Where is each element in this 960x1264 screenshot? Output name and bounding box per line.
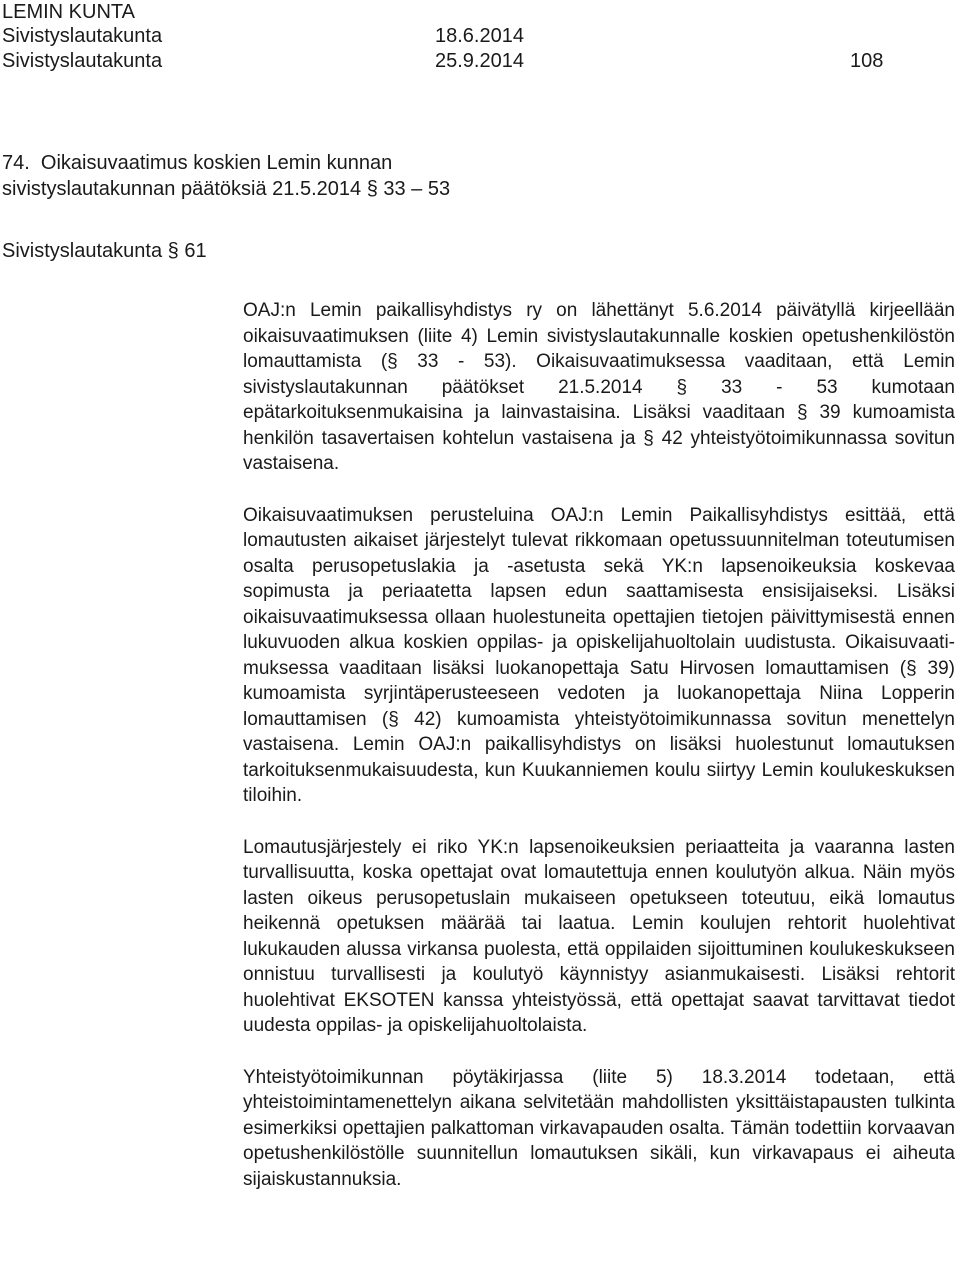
document-body bbox=[243, 298, 955, 1218]
section-heading-line2: sivistyslautakunnan päätöksiä 21.5.2014 § 33 – 53 bbox=[2, 178, 451, 200]
page-number: 108 bbox=[850, 50, 884, 72]
header-body-2: Sivistyslautakunta bbox=[2, 50, 163, 72]
header-date-1: 18.6.2014 bbox=[435, 25, 524, 47]
paragraph-4: Yhteistyötoimikunnan pöytäkirjassa (liite 5) 18.3.2014 todetaan, että yhteistoimintamenettelyn aikana selvitetään mahdollisten yksittäistapausten tulkinta esimerkiksi opettajien palkattoman virkavapauden osalta. Tämän todettiin korvaavan opetushenkilöstölle suunnitellun lomautuksen sikäli, kun virkavapaus ei aiheuta sijaiskustannuksia. bbox=[243, 1066, 955, 1190]
header-date-2: 25.9.2014 bbox=[435, 50, 524, 72]
paragraph-3: Lomautusjärjestely ei riko YK:n lapsenoikeuksien periaatteita ja vaaranna lasten turvallisuutta, koska opettajat ovat lomautettuja ennen koulutyön alkua. Näin myös lasten oikeus perusopetuslain mukaiseen opetukseen toteutuu, eikä lomautus heikennä opetuksen määrää tai laatua. Lemin koulujen rehtorit huolehtivat lukukauden alussa virkansa puolesta, että oppilaiden sijoittuminen koulukeskukseen onnistuu turvallisesti ja koulutyö käynnistyy asianmukaisesti. Lisäksi rehtorit huolehtivat EKSOTEN kanssa yhteistyössä, että opettajat saavat tarvittavat tiedot uudesta oppilas- ja opiskelijahuoltolaista. bbox=[243, 836, 955, 1036]
committee-reference: Sivistyslautakunta § 61 bbox=[2, 240, 207, 262]
section-heading-line1: 74. Oikaisuvaatimus koskien Lemin kunnan bbox=[2, 152, 393, 174]
paragraph-1: OAJ:n Lemin paikallisyhdistys ry on lähettänyt 5.6.2014 päivätyllä kirjeellään oikaisuvaatimuksen (liite 4) Lemin sivistyslautakunnalle koskien opetushenkilöstön lomauttamista (§ 33 - 53). Oikaisuvaatimuksessa vaaditaan, että Lemin sivistyslautakunnan päätökset 21.5.2014 § 33 - 53 kumotaan epätarkoituksenmukaisina ja lainvastaisina. Lisäksi vaaditaan § 39 kumoamista henkilön tasavertaisen kohtelun vastaisena ja § 42 yhteistyötoimikunnassa sovitun vastaisena. bbox=[243, 300, 955, 474]
section-heading bbox=[2, 150, 602, 202]
paragraph-2: Oikaisuvaatimuksen perusteluina OAJ:n Lemin Paikallisyhdistys esittää, että lomautusten aikaiset järjestelyt tulevat rikkomaan opetussuunnitelman toteutumisen osalta perusopetuslakia ja -asetusta sekä YK:n lapsenoikeuksia koskevaa sopimusta ja periaatetta lapsen edun saattamisesta ensisijaiseksi. Lisäksi oikaisuvaatimuksessa ollaan huolestuneita opettajien tietojen päivittymisestä ennen lukuvuoden alkua koskien oppilas- ja opiskelijahuoltolain uudistusta. Oikaisuvaatimuksessa vaaditaan lisäksi luokanopettaja Satu Hirvosen lomauttamisen (§ 39) kumoamista syrjintäperusteeseen vedoten ja luokanopettaja Niina Lopperin lomauttamisen (§ 42) kumoamista yhteistyötoimikunnassa sovitun menettelyn vastaisena. Lemin OAJ:n paikallisyhdistys on lisäksi huolestunut lomautuksen tarkoituksenmukaisuudesta, kun Kuukanniemen koulu siirtyy Lemin koulukeskuksen tiloihin. bbox=[243, 504, 955, 806]
header-body-1: Sivistyslautakunta bbox=[2, 25, 163, 47]
organization-name: LEMIN KUNTA bbox=[2, 1, 135, 23]
